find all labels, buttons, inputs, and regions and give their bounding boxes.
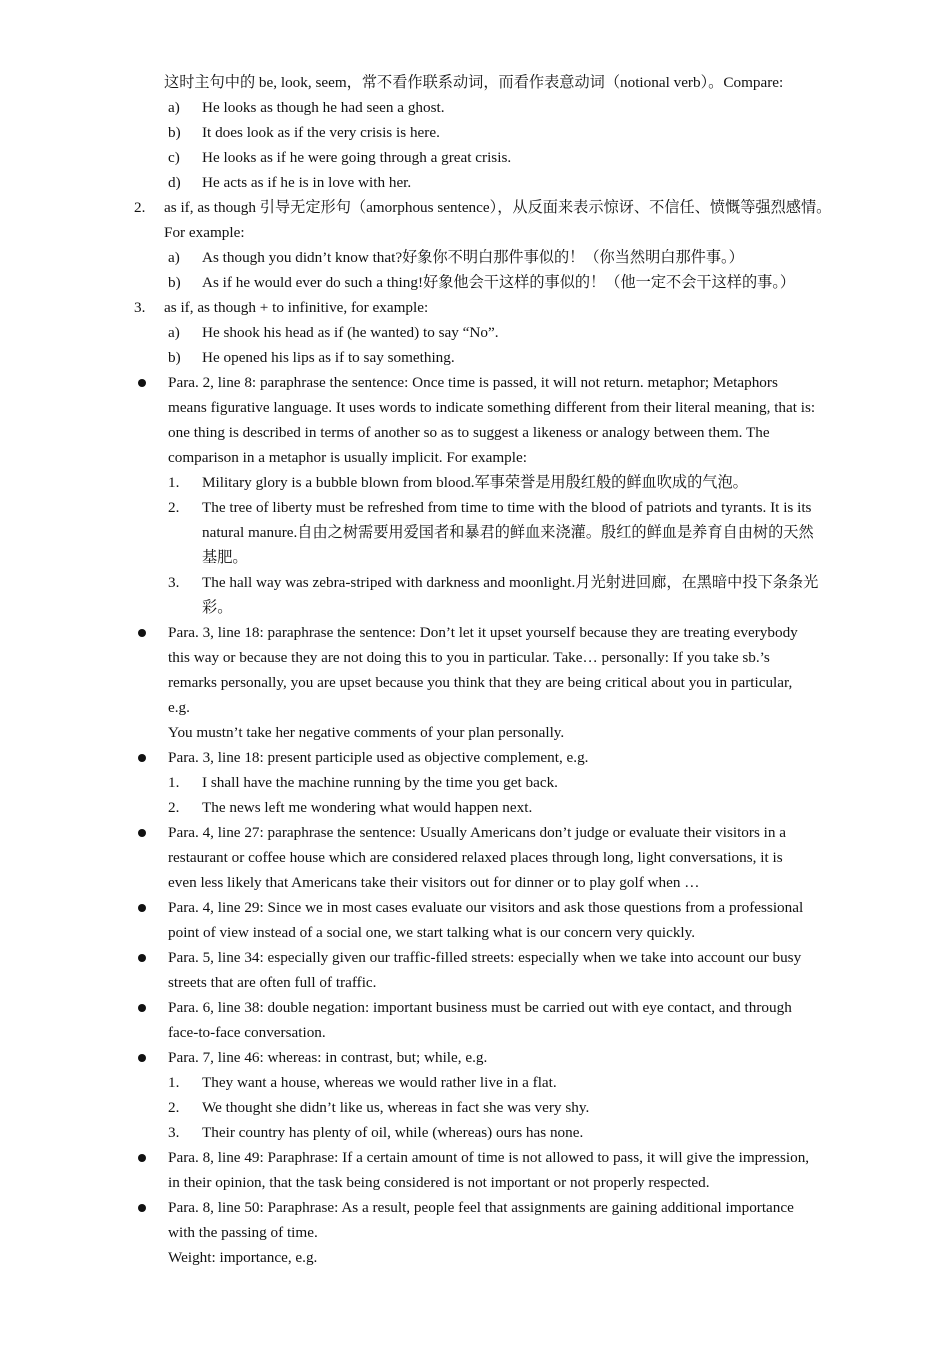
- text-line: Para. 7, line 46: whereas: in contrast, but; while, e.g.: [168, 1049, 488, 1066]
- text-line: as if, as though 引导无定形句（amorphous sentence），从反面来表示惊讶、不信任、愤慨等强烈感情。: [164, 199, 832, 216]
- text-line: I shall have the machine running by the time you get back.: [202, 774, 558, 791]
- text-line: even less likely that Americans take their visitors out for dinner or to play golf when …: [168, 874, 700, 891]
- text-line: one thing is described in terms of another so as to suggest a likeness or analogy between them. The: [168, 424, 770, 441]
- bullet-icon: [138, 1054, 146, 1062]
- item-label: b): [168, 124, 181, 141]
- text-line: Military glory is a bubble blown from blood.军事荣誉是用殷红般的鲜血吹成的气泡。: [202, 474, 748, 491]
- text-line: e.g.: [168, 699, 190, 716]
- text-line: Para. 2, line 8: paraphrase the sentence: Once time is passed, it will not return. metaphor; Metaphors: [168, 374, 778, 391]
- bullet-icon: [138, 379, 146, 387]
- text-line: as if, as though + to infinitive, for example:: [164, 299, 429, 316]
- text-line: natural manure.自由之树需要用爱国者和暴君的鲜血来浇灌。殷红的鲜血是养育自由树的天然: [202, 524, 814, 541]
- text-line: The tree of liberty must be refreshed from time to time with the blood of patriots and tyrants. It is its: [202, 499, 812, 516]
- text-line: Para. 5, line 34: especially given our traffic-filled streets: especially when we take into account our busy: [168, 949, 802, 966]
- item-label: d): [168, 174, 181, 191]
- text-line: He opened his lips as if to say something.: [202, 349, 455, 366]
- bullet-icon: [138, 1004, 146, 1012]
- text-line: He shook his head as if (he wanted) to say “No”.: [202, 324, 499, 341]
- text-line: Their country has plenty of oil, while (whereas) ours has none.: [202, 1124, 584, 1141]
- bullet-icon: [138, 904, 146, 912]
- bullet-icon: [138, 1204, 146, 1212]
- item-label: 1.: [168, 1074, 180, 1091]
- text-line: 彩。: [202, 599, 233, 616]
- text-line: For example:: [164, 224, 245, 241]
- text-line: means figurative language. It uses words to indicate something different from their literal meaning, that is:: [168, 399, 816, 416]
- text-line: He looks as though he had seen a ghost.: [202, 99, 445, 116]
- text-line: It does look as if the very crisis is here.: [202, 124, 440, 141]
- text-line: He acts as if he is in love with her.: [202, 174, 412, 191]
- item-label: 3.: [134, 299, 146, 316]
- text-line: Para. 4, line 27: paraphrase the sentence: Usually Americans don’t judge or evaluate their visitors in a: [168, 824, 786, 841]
- item-label: b): [168, 349, 181, 366]
- text-line: 这时主句中的 be, look, seem，常不看作联系动词，而看作表意动词（notional verb）。Compare:: [164, 74, 784, 91]
- item-label: 3.: [168, 574, 180, 591]
- item-label: 2.: [168, 1099, 180, 1116]
- text-line: The hall way was zebra-striped with darkness and moonlight.月光射进回廊，在黑暗中投下条条光: [202, 574, 819, 591]
- item-label: a): [168, 249, 180, 266]
- item-label: 2.: [168, 499, 180, 516]
- text-line: As though you didn’t know that?好象你不明白那件事似的！（你当然明白那件事。）: [202, 249, 744, 266]
- text-line: Para. 3, line 18: present participle used as objective complement, e.g.: [168, 749, 589, 766]
- text-line: Para. 4, line 29: Since we in most cases evaluate our visitors and ask those questions from a professional: [168, 899, 804, 916]
- bullet-icon: [138, 1154, 146, 1162]
- item-label: 2.: [134, 199, 146, 216]
- bullet-icon: [138, 754, 146, 762]
- text-line: comparison in a metaphor is usually implicit. For example:: [168, 449, 527, 466]
- text-line: in their opinion, that the task being considered is not important or not properly respected.: [168, 1174, 710, 1191]
- text-line: 基肥。: [202, 549, 248, 566]
- bullet-icon: [138, 829, 146, 837]
- item-label: 1.: [168, 474, 180, 491]
- bullet-icon: [138, 629, 146, 637]
- text-line: point of view instead of a social one, we start talking what is our concern very quickly.: [168, 924, 696, 941]
- text-line: restaurant or coffee house which are considered relaxed places through long, light conversations, it is: [168, 849, 783, 866]
- text-line: with the passing of time.: [168, 1224, 318, 1241]
- bullet-icon: [138, 954, 146, 962]
- item-label: a): [168, 324, 180, 341]
- item-label: 2.: [168, 799, 180, 816]
- text-line: The news left me wondering what would happen next.: [202, 799, 533, 816]
- item-label: b): [168, 274, 181, 291]
- text-line: We thought she didn’t like us, whereas in fact she was very shy.: [202, 1099, 590, 1116]
- text-line: face-to-face conversation.: [168, 1024, 326, 1041]
- text-line: Para. 8, line 50: Paraphrase: As a result, people feel that assignments are gaining additional importance: [168, 1199, 794, 1216]
- text-line: They want a house, whereas we would rather live in a flat.: [202, 1074, 557, 1091]
- text-line: Para. 6, line 38: double negation: important business must be carried out with eye contact, and through: [168, 999, 792, 1016]
- text-line: He looks as if he were going through a great crisis.: [202, 149, 512, 166]
- text-line: remarks personally, you are upset because you think that they are being critical about you in particular,: [168, 674, 793, 691]
- text-line: Weight: importance, e.g.: [168, 1249, 318, 1266]
- item-label: c): [168, 149, 180, 166]
- text-line: You mustn’t take her negative comments of your plan personally.: [168, 724, 565, 741]
- item-label: 3.: [168, 1124, 180, 1141]
- item-label: 1.: [168, 774, 180, 791]
- text-line: this way or because they are not doing this to you in particular. Take… personally: If you take sb.’s: [168, 649, 770, 666]
- text-line: Para. 8, line 49: Paraphrase: If a certain amount of time is not allowed to pass, it will give the impression,: [168, 1149, 810, 1166]
- text-line: Para. 3, line 18: paraphrase the sentence: Don’t let it upset yourself because they are treating everybody: [168, 624, 798, 641]
- item-label: a): [168, 99, 180, 116]
- text-line: As if he would ever do such a thing!好象他会干这样的事似的！（他一定不会干这样的事。）: [202, 274, 796, 291]
- text-line: streets that are often full of traffic.: [168, 974, 377, 991]
